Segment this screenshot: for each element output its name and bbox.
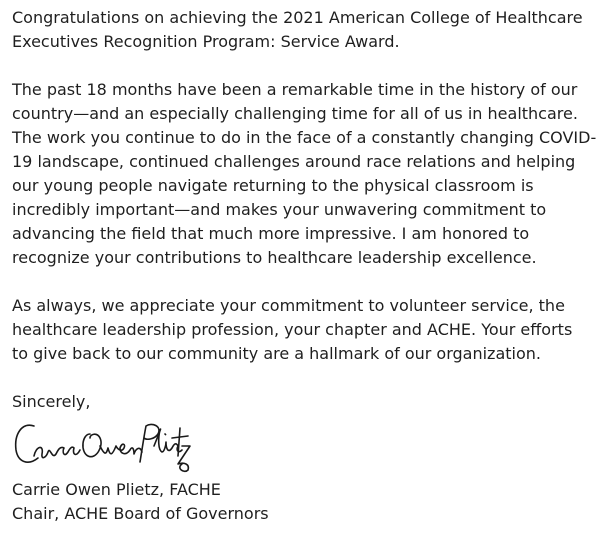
paragraph1-line: The work you continue to do in the face of a constantly changing COVID- [12,128,597,147]
handwritten-signature [12,416,192,474]
paragraph-gap [12,366,610,390]
intro-line: Executives Recognition Program: Service Award. [12,32,400,51]
paragraph1-line: 19 landscape, continued challenges around race relations and helping [12,152,576,171]
paragraph1-line: our young people navigate returning to the physical classroom is [12,176,534,195]
paragraph-gap [12,270,610,294]
paragraph-gap [12,54,610,78]
paragraph1-line: The past 18 months have been a remarkable time in the history of our [12,80,578,99]
paragraph1-line: recognize your contributions to healthcare leadership excellence. [12,248,537,267]
paragraph2-line: As always, we appreciate your commitment to volunteer service, the [12,296,565,315]
paragraph2-line: to give back to our community are a hallmark of our organization. [12,344,541,363]
signer-title: Chair, ACHE Board of Governors [12,504,269,523]
letter-body [12,6,610,526]
closing: Sincerely, [12,392,91,411]
paragraph1-line: advancing the field that much more impressive. I am honored to [12,224,530,243]
intro-line: Congratulations on achieving the 2021 American College of Healthcare [12,8,583,27]
paragraph1-line: country—and an especially challenging time for all of us in healthcare. [12,104,578,123]
paragraph2-line: healthcare leadership profession, your chapter and ACHE. Your efforts [12,320,573,339]
signer-name: Carrie Owen Plietz, FACHE [12,480,221,499]
paragraph1-line: incredibly important—and makes your unwavering commitment to [12,200,547,219]
